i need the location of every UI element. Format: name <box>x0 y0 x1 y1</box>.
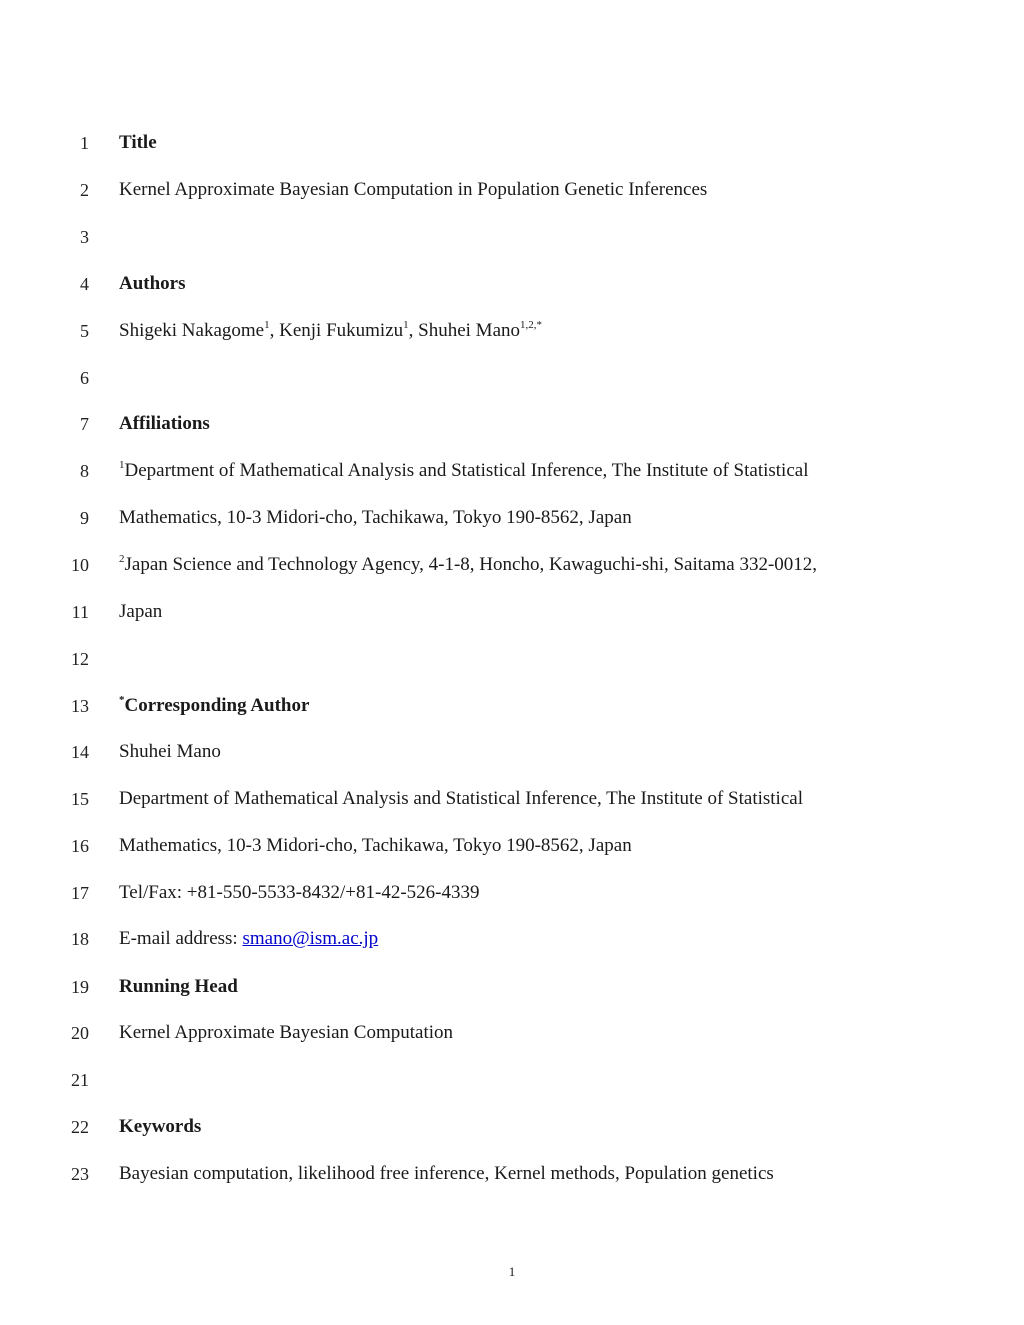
corresponding-heading-text: Corresponding Author <box>124 695 310 716</box>
corresponding-mark: * <box>119 694 125 706</box>
line-9 <box>0 503 1024 533</box>
line-number: 15 <box>71 789 89 809</box>
author-affiliation-mark: 1 <box>264 319 270 331</box>
author-separator: , <box>269 320 280 341</box>
author-name: Shuhei Mano <box>418 320 520 341</box>
author-separator: , <box>408 320 419 341</box>
line-8 <box>0 456 1024 486</box>
affiliation-2-line-b: Japan <box>119 601 163 622</box>
line-number: 12 <box>71 649 89 669</box>
line-number: 18 <box>71 929 89 949</box>
corresponding-name: Shuhei Mano <box>119 741 221 762</box>
line-number: 23 <box>71 1164 89 1184</box>
email-label: E-mail address: <box>119 928 243 949</box>
line-14 <box>0 737 1024 767</box>
corresponding-address-b: Mathematics, 10-3 Midori-cho, Tachikawa, Tokyo 190-8562, Japan <box>119 835 632 856</box>
line-number: 13 <box>71 696 89 716</box>
author-list <box>119 316 542 348</box>
affiliation-1 <box>119 456 808 488</box>
line-23 <box>0 1159 1024 1189</box>
line-4 <box>0 269 1024 299</box>
line-19 <box>0 972 1024 1002</box>
line-number: 2 <box>80 180 89 200</box>
line-15 <box>0 784 1024 814</box>
line-number: 21 <box>71 1070 89 1090</box>
line-10 <box>0 550 1024 580</box>
line-17 <box>0 878 1024 908</box>
tel-fax: Tel/Fax: +81-550-5533-8432/+81-42-526-4339 <box>119 882 480 903</box>
affiliations-heading: Affiliations <box>119 413 210 434</box>
line-11 <box>0 597 1024 627</box>
line-20 <box>0 1018 1024 1048</box>
line-1 <box>0 128 1024 158</box>
line-number: 8 <box>80 461 89 481</box>
line-18 <box>0 924 1024 954</box>
line-3 <box>0 222 1024 252</box>
line-5 <box>0 316 1024 346</box>
line-number: 11 <box>71 602 89 622</box>
corresponding-address-a: Department of Mathematical Analysis and Statistical Inference, The Institute of Statistical <box>119 788 803 809</box>
line-22 <box>0 1112 1024 1142</box>
line-number: 10 <box>71 555 89 575</box>
line-number: 7 <box>80 414 89 434</box>
paper-title: Kernel Approximate Bayesian Computation in Population Genetic Inferences <box>119 179 708 200</box>
line-13 <box>0 691 1024 721</box>
line-number: 19 <box>71 977 89 997</box>
running-head: Kernel Approximate Bayesian Computation <box>119 1022 454 1043</box>
keywords-heading: Keywords <box>119 1116 202 1137</box>
affiliation-1-line-b: Mathematics, 10-3 Midori-cho, Tachikawa, Tokyo 190-8562, Japan <box>119 507 632 528</box>
line-number: 1 <box>80 133 89 153</box>
line-16 <box>0 831 1024 861</box>
email-link[interactable]: smano@ism.ac.jp <box>242 928 379 949</box>
line-number: 5 <box>80 321 89 341</box>
line-number: 4 <box>80 274 89 294</box>
title-heading: Title <box>119 132 157 153</box>
author-affiliation-mark: 1,2,* <box>520 319 542 331</box>
line-number: 3 <box>80 227 89 247</box>
affiliation-1-line-a: Department of Mathematical Analysis and Statistical Inference, The Institute of Statistical <box>124 460 809 481</box>
running-head-heading: Running Head <box>119 976 238 997</box>
author-affiliation-mark: 1 <box>403 319 409 331</box>
line-12 <box>0 644 1024 674</box>
affiliation-mark: 1 <box>119 459 125 471</box>
keywords: Bayesian computation, likelihood free inference, Kernel methods, Population genetics <box>119 1163 774 1184</box>
line-number: 6 <box>80 368 89 388</box>
line-6 <box>0 363 1024 393</box>
line-number: 16 <box>71 836 89 856</box>
line-number: 22 <box>71 1117 89 1137</box>
email-line <box>119 924 378 954</box>
corresponding-author-heading <box>119 691 309 723</box>
line-number: 20 <box>71 1023 89 1043</box>
page-number: 1 <box>508 1264 516 1279</box>
line-7 <box>0 409 1024 439</box>
authors-heading: Authors <box>119 273 186 294</box>
author-name: Shigeki Nakagome <box>119 320 265 341</box>
author-name: Kenji Fukumizu <box>279 320 404 341</box>
line-number: 17 <box>71 883 89 903</box>
line-number: 9 <box>80 508 89 528</box>
line-21 <box>0 1065 1024 1095</box>
line-number: 14 <box>71 742 89 762</box>
affiliation-2-line-a: Japan Science and Technology Agency, 4-1-8, Honcho, Kawaguchi-shi, Saitama 332-0012, <box>124 554 818 575</box>
affiliation-mark: 2 <box>119 553 125 565</box>
affiliation-2 <box>119 550 817 582</box>
line-2 <box>0 175 1024 205</box>
